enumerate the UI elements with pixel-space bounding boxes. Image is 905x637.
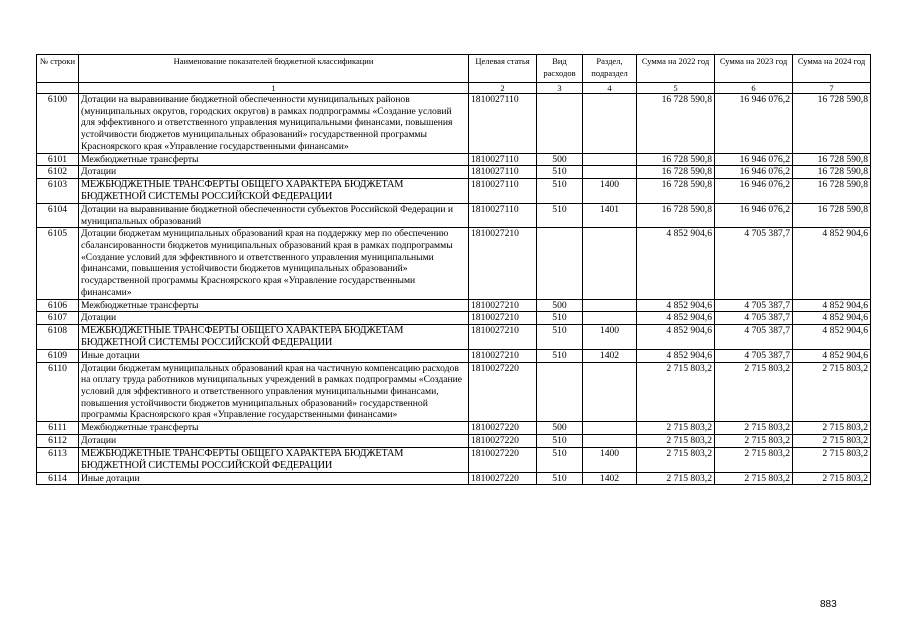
header-target: Целевая статья <box>469 55 537 83</box>
expense-type <box>537 362 583 422</box>
row-name: Дотации <box>79 434 469 447</box>
amount-2022: 4 852 904,6 <box>637 312 715 325</box>
amount-2024: 16 728 590,8 <box>793 178 871 203</box>
amount-2023: 2 715 803,2 <box>715 472 793 485</box>
amount-2024: 4 852 904,6 <box>793 349 871 362</box>
expense-type: 510 <box>537 312 583 325</box>
amount-2024: 2 715 803,2 <box>793 362 871 422</box>
header-sum-2022: Сумма на 2022 год <box>637 55 715 83</box>
row-name: Дотации на выравнивание бюджетной обеспеченности субъектов Российской Федерации и муниципальных образований <box>79 203 469 227</box>
header-sum-2024: Сумма на 2024 год <box>793 55 871 83</box>
row-number: 6105 <box>37 228 79 299</box>
expense-type: 500 <box>537 153 583 166</box>
row-name: МЕЖБЮДЖЕТНЫЕ ТРАНСФЕРТЫ ОБЩЕГО ХАРАКТЕРА БЮДЖЕТАМ БЮДЖЕТНОЙ СИСТЕМЫ РОССИЙСКОЙ ФЕДЕРАЦИИ <box>79 447 469 472</box>
target-article: 1810027110 <box>469 153 537 166</box>
column-number-row <box>37 83 871 94</box>
expense-type: 510 <box>537 166 583 179</box>
row-name: Дотации <box>79 166 469 179</box>
section-code <box>583 312 637 325</box>
amount-2023: 2 715 803,2 <box>715 447 793 472</box>
table-row <box>37 312 871 325</box>
header-expense-type: Вид расходов <box>537 55 583 83</box>
target-article: 1810027210 <box>469 312 537 325</box>
amount-2023: 4 705 387,7 <box>715 324 793 349</box>
row-number: 6112 <box>37 434 79 447</box>
amount-2024: 2 715 803,2 <box>793 434 871 447</box>
amount-2024: 16 728 590,8 <box>793 166 871 179</box>
target-article: 1810027110 <box>469 94 537 154</box>
amount-2023: 16 946 076,2 <box>715 178 793 203</box>
amount-2024: 2 715 803,2 <box>793 447 871 472</box>
expense-type: 500 <box>537 299 583 312</box>
row-name: Межбюджетные трансферты <box>79 153 469 166</box>
column-number: 6 <box>715 83 793 94</box>
target-article: 1810027110 <box>469 203 537 227</box>
column-number: 3 <box>537 83 583 94</box>
column-number: 7 <box>793 83 871 94</box>
amount-2024: 16 728 590,8 <box>793 203 871 227</box>
amount-2024: 4 852 904,6 <box>793 299 871 312</box>
table-body <box>37 94 871 485</box>
amount-2023: 4 705 387,7 <box>715 228 793 299</box>
amount-2024: 2 715 803,2 <box>793 472 871 485</box>
amount-2024: 2 715 803,2 <box>793 422 871 435</box>
section-code: 1401 <box>583 203 637 227</box>
table-row <box>37 434 871 447</box>
target-article: 1810027220 <box>469 434 537 447</box>
header-row <box>37 55 871 83</box>
section-code: 1400 <box>583 178 637 203</box>
column-number: 5 <box>637 83 715 94</box>
row-number: 6109 <box>37 349 79 362</box>
row-number: 6114 <box>37 472 79 485</box>
target-article: 1810027220 <box>469 422 537 435</box>
row-name: Дотации бюджетам муниципальных образований края на частичную компенсацию расходов на оплату труда работников муниципальных учреждений в рамках подпрограммы «Создание условий для эффективного и ответственного управления муниципальными финансами, повышения устойчивости бюджетов муниципальных образований» государственной программы Красноярского края «Управление государственными финансами» <box>79 362 469 422</box>
target-article: 1810027110 <box>469 178 537 203</box>
header-name: Наименование показателей бюджетной классификации <box>79 55 469 83</box>
amount-2023: 16 946 076,2 <box>715 203 793 227</box>
header-section: Раздел, подраздел <box>583 55 637 83</box>
amount-2022: 2 715 803,2 <box>637 447 715 472</box>
row-number: 6103 <box>37 178 79 203</box>
table-row <box>37 362 871 422</box>
expense-type <box>537 228 583 299</box>
expense-type: 510 <box>537 203 583 227</box>
target-article: 1810027110 <box>469 166 537 179</box>
amount-2022: 2 715 803,2 <box>637 422 715 435</box>
amount-2023: 2 715 803,2 <box>715 434 793 447</box>
section-code <box>583 422 637 435</box>
amount-2024: 4 852 904,6 <box>793 324 871 349</box>
amount-2024: 16 728 590,8 <box>793 94 871 154</box>
amount-2023: 2 715 803,2 <box>715 362 793 422</box>
row-number: 6111 <box>37 422 79 435</box>
amount-2022: 4 852 904,6 <box>637 228 715 299</box>
target-article: 1810027210 <box>469 324 537 349</box>
amount-2022: 4 852 904,6 <box>637 349 715 362</box>
section-code: 1400 <box>583 447 637 472</box>
section-code <box>583 362 637 422</box>
amount-2022: 16 728 590,8 <box>637 178 715 203</box>
expense-type: 510 <box>537 447 583 472</box>
expense-type: 510 <box>537 178 583 203</box>
target-article: 1810027220 <box>469 362 537 422</box>
amount-2022: 4 852 904,6 <box>637 324 715 349</box>
row-number: 6113 <box>37 447 79 472</box>
section-code: 1402 <box>583 349 637 362</box>
target-article: 1810027210 <box>469 299 537 312</box>
section-code <box>583 153 637 166</box>
amount-2022: 16 728 590,8 <box>637 203 715 227</box>
row-name: Межбюджетные трансферты <box>79 422 469 435</box>
section-code <box>583 94 637 154</box>
table-row <box>37 166 871 179</box>
row-name: МЕЖБЮДЖЕТНЫЕ ТРАНСФЕРТЫ ОБЩЕГО ХАРАКТЕРА БЮДЖЕТАМ БЮДЖЕТНОЙ СИСТЕМЫ РОССИЙСКОЙ ФЕДЕРАЦИИ <box>79 178 469 203</box>
section-code <box>583 166 637 179</box>
row-number: 6100 <box>37 94 79 154</box>
expense-type <box>537 94 583 154</box>
amount-2022: 2 715 803,2 <box>637 434 715 447</box>
row-name: Иные дотации <box>79 349 469 362</box>
section-code: 1400 <box>583 324 637 349</box>
row-number: 6110 <box>37 362 79 422</box>
column-number: 4 <box>583 83 637 94</box>
table-row <box>37 178 871 203</box>
section-code <box>583 434 637 447</box>
amount-2024: 16 728 590,8 <box>793 153 871 166</box>
section-code <box>583 228 637 299</box>
target-article: 1810027210 <box>469 349 537 362</box>
table-row <box>37 472 871 485</box>
row-number: 6102 <box>37 166 79 179</box>
target-article: 1810027210 <box>469 228 537 299</box>
table-row <box>37 153 871 166</box>
amount-2022: 4 852 904,6 <box>637 299 715 312</box>
row-number: 6106 <box>37 299 79 312</box>
row-name: Иные дотации <box>79 472 469 485</box>
table-row <box>37 94 871 154</box>
expense-type: 510 <box>537 324 583 349</box>
table-row <box>37 447 871 472</box>
amount-2024: 4 852 904,6 <box>793 312 871 325</box>
column-number <box>37 83 79 94</box>
amount-2023: 2 715 803,2 <box>715 422 793 435</box>
budget-table <box>36 54 871 485</box>
row-name: Дотации бюджетам муниципальных образований края на поддержку мер по обеспечению сбалансированности бюджетов муниципальных образований края в рамках подпрограммы «Создание условий для эффективного и ответственного управления муниципальными финансами, повышения устойчивости бюджетов муниципальных образований» государственной программы Красноярского края «Управление государственными финансами» <box>79 228 469 299</box>
table-row <box>37 203 871 227</box>
row-name: Дотации <box>79 312 469 325</box>
amount-2024: 4 852 904,6 <box>793 228 871 299</box>
row-number: 6108 <box>37 324 79 349</box>
page-number: 883 <box>820 599 837 610</box>
table-row <box>37 299 871 312</box>
amount-2022: 16 728 590,8 <box>637 166 715 179</box>
section-code <box>583 299 637 312</box>
amount-2022: 2 715 803,2 <box>637 362 715 422</box>
table-row <box>37 422 871 435</box>
amount-2022: 2 715 803,2 <box>637 472 715 485</box>
row-number: 6107 <box>37 312 79 325</box>
amount-2023: 4 705 387,7 <box>715 312 793 325</box>
expense-type: 510 <box>537 472 583 485</box>
amount-2023: 16 946 076,2 <box>715 94 793 154</box>
expense-type: 510 <box>537 349 583 362</box>
column-number: 2 <box>469 83 537 94</box>
row-name: Дотации на выравнивание бюджетной обеспеченности муниципальных районов (муниципальных округов, городских округов) в рамках подпрограммы «Создание условий для эффективного и ответственного управления муниципальными финансами, повышения устойчивости бюджетов муниципальных образований» государственной программы Красноярского края «Управление государственными финансами» <box>79 94 469 154</box>
target-article: 1810027220 <box>469 472 537 485</box>
table-row <box>37 228 871 299</box>
table-row <box>37 349 871 362</box>
header-sum-2023: Сумма на 2023 год <box>715 55 793 83</box>
table-row <box>37 324 871 349</box>
amount-2023: 4 705 387,7 <box>715 299 793 312</box>
expense-type: 500 <box>537 422 583 435</box>
column-number: 1 <box>79 83 469 94</box>
amount-2023: 16 946 076,2 <box>715 166 793 179</box>
target-article: 1810027220 <box>469 447 537 472</box>
amount-2022: 16 728 590,8 <box>637 153 715 166</box>
section-code: 1402 <box>583 472 637 485</box>
amount-2023: 4 705 387,7 <box>715 349 793 362</box>
row-name: МЕЖБЮДЖЕТНЫЕ ТРАНСФЕРТЫ ОБЩЕГО ХАРАКТЕРА БЮДЖЕТАМ БЮДЖЕТНОЙ СИСТЕМЫ РОССИЙСКОЙ ФЕДЕРАЦИИ <box>79 324 469 349</box>
amount-2022: 16 728 590,8 <box>637 94 715 154</box>
row-number: 6101 <box>37 153 79 166</box>
row-name: Межбюджетные трансферты <box>79 299 469 312</box>
header-row-no: № строки <box>37 55 79 83</box>
amount-2023: 16 946 076,2 <box>715 153 793 166</box>
row-number: 6104 <box>37 203 79 227</box>
expense-type: 510 <box>537 434 583 447</box>
